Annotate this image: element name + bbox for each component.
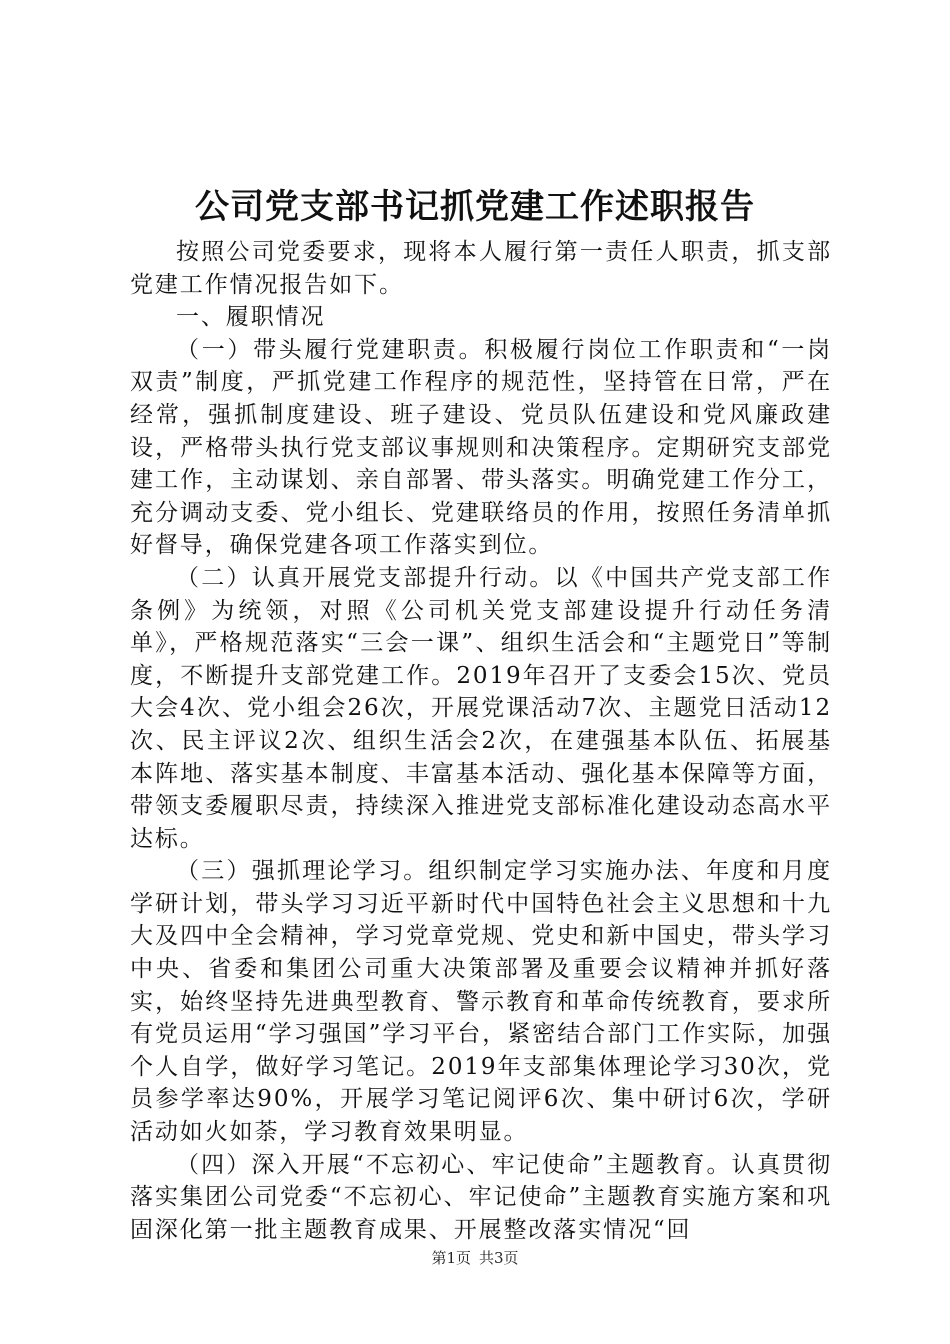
page-footer <box>0 1247 950 1269</box>
paragraph-intro: 按照公司党委要求，现将本人履行第一责任人职责，抓支部党建工作情况报告如下。 <box>130 239 832 298</box>
paragraph-item-3: （三）强抓理论学习。组织制定学习实施办法、年度和月度学研计划，带头学习习近平新时代中国特色社会主义思想和十九大及四中全会精神，学习党章党规、党史和新中国史，带头学习中央、省委和集团公司重大决策部署及重要会议精神并抓好落实，始终坚持先进典型教育、警示教育和革命传统教育，要求所有党员运用“学习强国”学习平台，紧密结合部门工作实际，加强个人自学，做好学习笔记。2019年支部集体理论学习30次，党员参学率达90%，开展学习笔记阅评6次、集中研讨6次，学研活动如火如荼，学习教育效果明显。 <box>130 858 832 1146</box>
paragraph-item-4: （四）深入开展“不忘初心、牢记使命”主题教育。认真贯彻落实集团公司党委“不忘初心、牢记使命”主题教育实施方案和巩固深化第一批主题教育成果、开展整改落实情况“回 <box>130 1151 832 1243</box>
document-title: 公司党支部书记抓党建工作述职报告 <box>195 187 755 227</box>
page-total: 共3页 <box>479 1249 519 1267</box>
section-heading-duties: 一、履职情况 <box>176 304 326 331</box>
paragraph-item-2: （二）认真开展党支部提升行动。以《中国共产党支部工作条例》为统领，对照《公司机关党支部建设提升行动任务清单》，严格规范落实“三会一课”、组织生活会和“主题党日”等制度，不断提升支部党建工作。2019年召开了支委会15次、党员大会4次、党小组会26次，开展党课活动7次、主题党日活动12次、民主评议2次、组织生活会2次，在建强基本队伍、拓展基本阵地、落实基本制度、丰富基本活动、强化基本保障等方面，带领支委履职尽责，持续深入推进党支部标准化建设动态高水平达标。 <box>130 564 832 852</box>
document-body <box>130 236 832 1246</box>
paragraph-item-1: （一）带头履行党建职责。积极履行岗位工作职责和“一岗双责”制度，严抓党建工作程序的规范性，坚持管在日常，严在经常，强抓制度建设、班子建设、党员队伍建设和党风廉政建设，严格带头执行党支部议事规则和决策程序。定期研究支部党建工作，主动谋划、亲自部署、带头落实。明确党建工作分工，充分调动支委、党小组长、党建联络员的作用，按照任务清单抓好督导，确保党建各项工作落实到位。 <box>130 336 832 559</box>
page-number: 第1页 <box>431 1249 471 1267</box>
